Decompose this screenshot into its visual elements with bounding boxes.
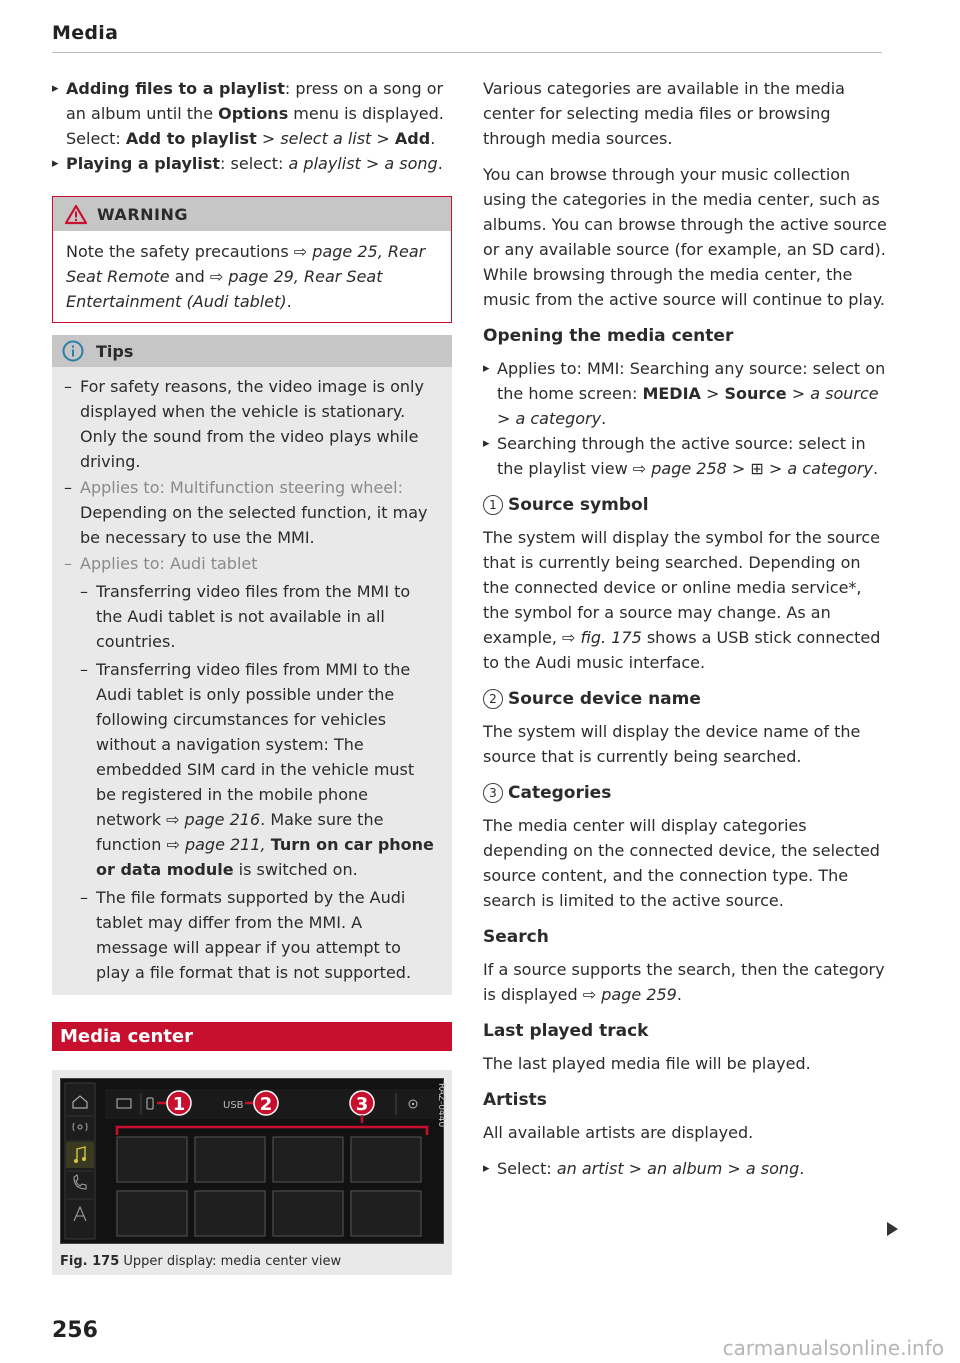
paragraph: The system will display the device name of the source that is currently being searched.: [483, 722, 861, 766]
italic-text: a playlist: [288, 154, 361, 173]
page-link[interactable]: ⇨ page 211,: [166, 835, 266, 854]
figure-caption: [60, 1244, 444, 1269]
text: If a source supports the search, then the category is displayed: [483, 960, 885, 1004]
text: . Make sure the function: [96, 810, 384, 854]
section-title-media-center: Media center: [52, 1022, 452, 1051]
page-link[interactable]: ⇨ page 29, Rear Seat Entertainment (Audi tablet): [66, 267, 383, 311]
text: : press on a song or an album until the: [66, 79, 444, 123]
menu-options: Options: [218, 104, 289, 123]
tips-box: [52, 335, 452, 995]
text: >: [360, 154, 385, 173]
mmi-screen-illustration: [61, 1079, 446, 1243]
text: >: [371, 129, 395, 148]
text: >: [763, 459, 788, 478]
watermark: carmanualsonline.info: [722, 1336, 944, 1360]
tips-body: [52, 367, 452, 995]
continue-arrow-icon: [887, 1222, 898, 1236]
text: >: [726, 459, 751, 478]
page-link[interactable]: ⇨ page 25, Rear Seat Remote: [66, 242, 426, 286]
paragraph: Various categories are available in the media center for selecting media files or browsing through media sources.: [483, 79, 845, 148]
page-link[interactable]: ⇨ page 216: [166, 810, 261, 829]
italic-text: an artist > an album > a song: [556, 1159, 800, 1178]
left-column: [52, 76, 452, 1275]
italic-text: a song: [384, 154, 438, 173]
warning-title: WARNING: [97, 204, 188, 224]
right-column: [483, 76, 888, 1181]
heading-artists: Artists: [483, 1090, 547, 1110]
text: Searching through the active source: select in the playlist view: [497, 434, 866, 478]
text: Transferring video files from MMI to the Audi tablet is only possible under the following circumstances for vehicles without a navigation system: The embedded SIM card in the vehicle must be registered in the mobile phone network: [96, 660, 415, 829]
warning-triangle-icon: [65, 204, 87, 224]
heading-text: Source symbol: [508, 495, 649, 515]
heading-last-played-track: Last played track: [483, 1021, 649, 1041]
header-rule: [52, 52, 882, 53]
heading-source-device-name: [483, 689, 888, 709]
text: >: [700, 384, 725, 403]
text: .: [676, 985, 682, 1004]
text: Depending on the selected function, it may be necessary to use the MMI.: [80, 503, 428, 547]
menu-add: Add: [394, 129, 431, 148]
text: shows a USB stick connected to the Audi music interface.: [483, 628, 881, 672]
paragraph: You can browse through your music collection using the categories in the media center, such as albums. You can browse through the active source or any available source (for example, an SD card). While browsing through the media center, the music from the active source will continue to play.: [483, 165, 887, 309]
tips-title: Tips: [96, 341, 134, 361]
warning-header: [53, 197, 451, 231]
tips-header: [52, 335, 452, 367]
bullet-label: Playing a playlist: [66, 154, 221, 173]
text: >: [256, 129, 281, 148]
caption-text: Upper display: media center view: [123, 1254, 342, 1269]
page-number: 256: [52, 1318, 98, 1343]
bold-text: Turn on car phone or data module: [96, 835, 434, 879]
text: .: [437, 154, 443, 173]
text: .: [601, 409, 607, 428]
text: The system will display the symbol for the source that is currently being searched. Depending on the connected device or online media service*, the symbol for a source may change. As an example,: [483, 528, 880, 647]
bullet-adding-files: [52, 76, 452, 151]
menu-source: Source: [724, 384, 787, 403]
heading-text: Source device name: [508, 689, 701, 709]
circled-number-3: 3: [483, 783, 503, 803]
tip-subitem: [80, 657, 438, 882]
text: .: [286, 292, 292, 311]
paragraph: [483, 525, 888, 675]
bullet-applies-mmi: [483, 356, 888, 431]
text: Applies to: MMI: Searching any source: select on the home screen:: [497, 359, 886, 403]
page-header-title: Media: [52, 22, 119, 44]
italic-text: a source > a category: [497, 384, 879, 428]
circled-number-1: 1: [483, 495, 503, 515]
tip-item: – Applies to: Audi tablet: [64, 551, 438, 576]
paragraph: The last played media file will be played.: [483, 1054, 811, 1073]
circled-number-2: 2: [483, 689, 503, 709]
tip-subitem: – The file formats supported by the Audi tablet may differ from the MMI. A message will appear if you attempt to play a file format that is not supported.: [80, 885, 438, 985]
text: is switched on.: [233, 860, 358, 879]
info-icon: [62, 340, 84, 362]
menu-add-to-playlist: Add to playlist: [125, 129, 257, 148]
grid-icon: ⊞: [750, 459, 764, 478]
usb-label: USB: [223, 1100, 244, 1111]
text: .: [430, 129, 436, 148]
page-link[interactable]: ⇨ page 259: [582, 985, 677, 1004]
text: Note the safety precautions: [66, 242, 294, 261]
bullet-playing-playlist: [52, 151, 452, 176]
figure-175: [52, 1070, 452, 1275]
figure-code: RAZ-0440: [436, 1083, 446, 1128]
paragraph: The media center will display categories depending on the connected device, the selected source content, and the connection type. The search is limited to the active source.: [483, 816, 880, 910]
tip-item: [64, 475, 438, 550]
heading-search: Search: [483, 927, 549, 947]
tip-item: – For safety reasons, the video image is only displayed when the vehicle is stationary. Only the sound from the video plays while driving.: [64, 374, 438, 474]
bullet-active-source: [483, 431, 888, 481]
text: : select:: [220, 154, 289, 173]
text: .: [872, 459, 879, 478]
italic-text: a category: [787, 459, 873, 478]
paragraph: [483, 957, 888, 1007]
callout-2: 2: [259, 1094, 273, 1115]
heading-opening-media-center: Opening the media center: [483, 326, 734, 346]
page-link[interactable]: ⇨ page 258: [632, 459, 727, 478]
text: and: [169, 267, 210, 286]
heading-text: Categories: [508, 783, 612, 803]
bullet-select-artist: [483, 1156, 888, 1181]
warning-box: [52, 196, 452, 323]
heading-source-symbol: [483, 495, 888, 515]
bullet-label: Adding files to a playlist: [66, 79, 285, 98]
warning-body: [53, 231, 451, 322]
italic-text: select a list: [280, 129, 372, 148]
text: menu is displayed. Select:: [66, 104, 444, 148]
tip-subitem: – Transferring video files from the MMI to the Audi tablet is not available in all countries.: [80, 579, 438, 654]
text: >: [786, 384, 811, 403]
applies-to-text: Applies to: Multifunction steering wheel:: [80, 478, 403, 497]
paragraph: All available artists are displayed.: [483, 1123, 754, 1142]
text: Select:: [497, 1159, 557, 1178]
text: .: [799, 1159, 805, 1178]
callout-1: 1: [172, 1094, 186, 1115]
callout-3: 3: [355, 1094, 369, 1115]
mmi-screen: [60, 1078, 444, 1244]
figure-link[interactable]: ⇨ fig. 175: [562, 628, 642, 647]
caption-label: Fig. 175: [60, 1254, 120, 1269]
menu-media: MEDIA: [642, 384, 701, 403]
heading-categories: [483, 783, 888, 803]
